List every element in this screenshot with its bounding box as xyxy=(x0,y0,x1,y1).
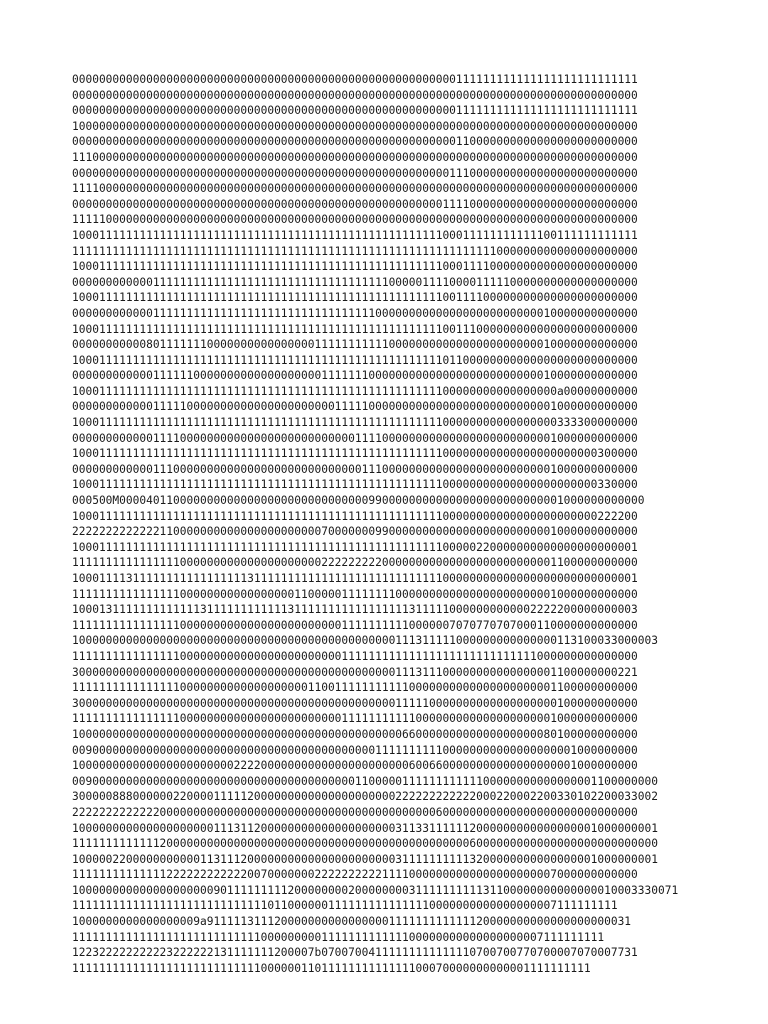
text-line: 100000000000000000000000222200000000000000000000006006600000000000000000001000000000 xyxy=(72,759,638,773)
text-line: 000000000000000000000000000000000000000000000000000000011110000000000000000000000000 xyxy=(72,197,638,211)
text-line: 100011111111111111111111111111111111111111111111111111100011110000000000000000000000 xyxy=(72,260,638,274)
text-line: 1111111111111111111111111111000000000111111111111100000000000000000007111111111 xyxy=(72,930,605,944)
text-line: 000000000000000000000000000000000000000000000000000000000111111111111111111111111111 xyxy=(72,104,638,118)
text-line: 000000000008011111110000000000000000111111111110000000000000000000000010000000000000 xyxy=(72,338,638,352)
text-line: 000000000000111100000000000000000000000000111100000000000000000000000001000000000000 xyxy=(72,431,638,445)
text-line: 000500M000040110000000000000000000000000000099000000000000000000000000001000000000000 xyxy=(72,494,645,508)
text-line: 000000000000000000000000000000000000000000000000000000000111111111111111111111111111 xyxy=(72,73,638,86)
text-line: 111111111111111100000000000000000000000011111111111111111111111111111000000000000000 xyxy=(72,649,638,663)
text-line: 000000000000111110000000000000000000000111110000000000000000000000000001000000000000 xyxy=(72,400,638,414)
text-line: 100000000000000000000000000000000000000000000000000000000000000000000000000000000000 xyxy=(72,119,638,133)
text-document xyxy=(72,72,712,976)
text-line: 111111111111111111111111111110110000001111111111111110000000000000000007111111111 xyxy=(72,899,618,913)
text-line: 111111111111111100000000000000000000000011111111111000000000000000000001000000000000 xyxy=(72,712,638,726)
text-line: 100000000000000000000901111111112000000002000000003111111111131100000000000000010003330071 xyxy=(72,883,679,897)
text-line: 111111111111111100000000000000000000022222222200000000000000000000000001100000000000 xyxy=(72,556,638,570)
text-line: 009000000000000000000000000000000000000000000111111111100000000000000000001000000000 xyxy=(72,743,638,757)
text-line: 000000000000111000000000000000000000000000011100000000000000000000000001000000000000 xyxy=(72,462,638,476)
text-line: 111110000000000000000000000000000000000000000000000000000000000000000000000000000000 xyxy=(72,213,638,227)
text-line: 300000000000000000000000000000000000000000000000111110000000000000000000100000000000 xyxy=(72,696,638,710)
text-line: 300000888000000220000111112000000000000000000000222222222222000220002200330102200033002 xyxy=(72,790,658,804)
text-line: 000000000000000000000000000000000000000000000000000000000000000000000000000000000000 xyxy=(72,88,638,102)
text-line: 111111111111120000000000000000000000000000000000000000000006000000000000000000000000000 xyxy=(72,837,658,851)
text-line: 111000000000000000000000000000000000000000000000000000000000000000000000000000000000 xyxy=(72,150,638,164)
text-line: 111111111111112222222222220070000000222222222211110000000000000000000007000000000000 xyxy=(72,868,638,882)
text-line: 000000000000000000000000000000000000000000000000000000000110000000000000000000000000 xyxy=(72,135,638,149)
text-line: 100013111111111111131111111111113111111111111111113111110000000000002222200000000003 xyxy=(72,603,638,617)
text-line: 111111111111111100000000000000000110000011111111000000000000000000000001000000000000 xyxy=(72,587,638,601)
text-line: 100011113111111111111111113111111111111111111111111111100000000000000000000000000001 xyxy=(72,572,638,585)
text-line: 009000000000000000000000000000000000000000110000011111111111100000000000000001100000000 xyxy=(72,774,658,788)
text-line: 000000000000111111111111111111111111111111111110000011110000111110000000000000000000 xyxy=(72,275,638,289)
text-line: 111111111111111100000000000000000001100111111111110000000000000000000001100000000000 xyxy=(72,681,638,695)
text-line: 100011111111111111111111111111111111111111111111111111100111100000000000000000000000 xyxy=(72,291,638,305)
text-line: 222222222222200000000000000000000000000000000000000000600000000000000000000000000000 xyxy=(72,805,638,819)
text-line: 300000000000000000000000000000000000000000000000111311100000000000000001100000000221 xyxy=(72,665,638,679)
text-line: 000000000000111111000000000000000000011111110000000000000000000000000010000000000000 xyxy=(72,369,638,383)
text-line: 11111111111111111111111111110000001101111111111111100070000000000001111111111 xyxy=(72,961,591,975)
text-line: 100000220000000000011311120000000000000000000000311111111113200000000000000001000000001 xyxy=(72,852,658,866)
text-line: 111111111111111100000000000000000000000011111111110000007070770707000110000000000000 xyxy=(72,618,638,632)
text-line: 100000000000000000000111311200000000000000000000311331111112000000000000000001000000001 xyxy=(72,821,658,835)
text-line: 222222222222211000000000000000000000070000000990000000000000000000000001000000000000 xyxy=(72,525,638,539)
text-line: 100011111111111111111111111111111111111111111111111111100000220000000000000000000001 xyxy=(72,540,638,554)
text-line: 100000000000000000000000000000000000000000000000066000000000000000000080100000000000 xyxy=(72,727,638,741)
text-line: 100011111111111111111111111111111111111111111111111111100111000000000000000000000000 xyxy=(72,322,638,336)
text-line: 100011111111111111111111111111111111111111111111111111100011111111111100111111111111 xyxy=(72,228,638,242)
text-line: 100011111111111111111111111111111111111111111111111111100000000000000000000000222200 xyxy=(72,509,638,523)
text-line: 100011111111111111111111111111111111111111111111111111100000000000000000000000300000 xyxy=(72,447,638,461)
text-line: 100011111111111111111111111111111111111111111111111111100000000000000000000000330000 xyxy=(72,478,638,492)
text-line: 111100000000000000000000000000000000000000000000000000000000000000000000000000000000 xyxy=(72,182,638,196)
text-line: 100011111111111111111111111111111111111111111111111111100000000000000000333300000000 xyxy=(72,416,638,430)
text-line: 100011111111111111111111111111111111111111111111111111100000000000000000a00000000000 xyxy=(72,384,638,398)
text-line: 100000000000000000000000000000000000000000000000111311111000000000000000113100033000003 xyxy=(72,634,658,648)
text-line: 000000000000000000000000000000000000000000000000000000001110000000000000000000000000 xyxy=(72,166,638,180)
text-line: 1000000000000000009a911111311120000000000000000111111111111120000000000000000000031 xyxy=(72,915,632,929)
text-line: 122322222222223222222131111111200007b07007004111111111111110700700770700007070007731 xyxy=(72,946,638,960)
text-line: 100011111111111111111111111111111111111111111111111111101100000000000000000000000000 xyxy=(72,353,638,367)
text-line: 111111111111111111111111111111111111111111111111111111111111111000000000000000000000 xyxy=(72,244,638,258)
text-line: 000000000000111111111111111111111111111111111000000000000000000000000010000000000000 xyxy=(72,306,638,320)
